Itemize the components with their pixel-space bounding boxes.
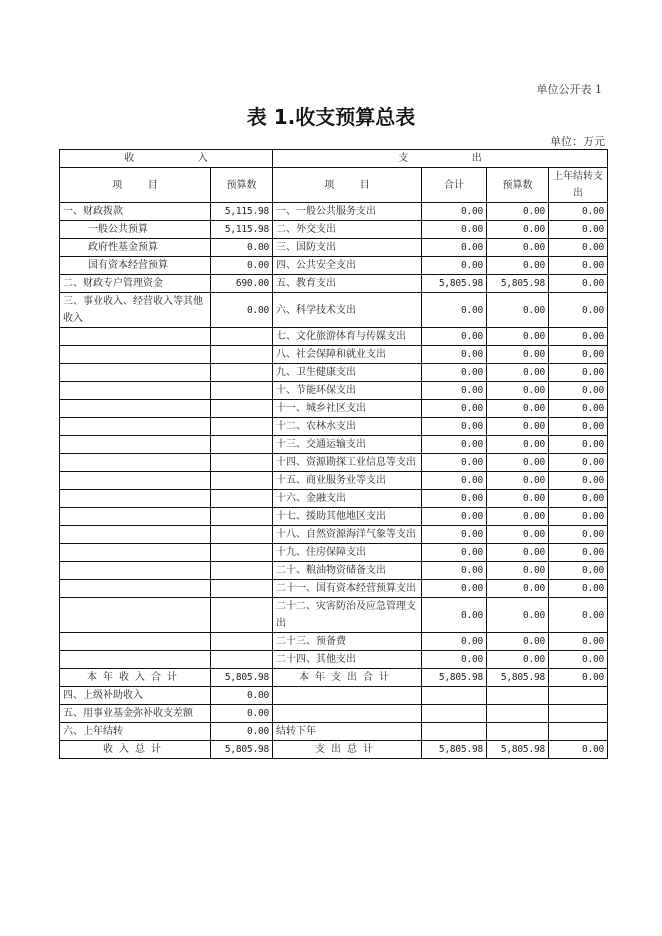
- table-row: [60, 580, 608, 598]
- table-row: [60, 472, 608, 490]
- income-item-cell: 收入总计: [60, 741, 211, 759]
- table-row: [60, 508, 608, 526]
- expense-item-cell: 二十四、其他支出: [273, 651, 422, 669]
- table-row: [60, 382, 608, 400]
- expense-total-cell: 0.00: [422, 328, 487, 346]
- income-item-cell: [60, 400, 211, 418]
- expense-budget-cell: 0.00: [487, 651, 549, 669]
- table-row: [60, 293, 608, 328]
- income-budget-header: 预算数: [211, 168, 273, 203]
- expense-carryover-cell: 0.00: [549, 526, 608, 544]
- expense-total-cell: 5,805.98: [422, 741, 487, 759]
- expense-total-cell: 0.00: [422, 562, 487, 580]
- table-row: [60, 364, 608, 382]
- income-budget-cell: 5,805.98: [211, 669, 273, 687]
- income-item-cell: 政府性基金预算: [60, 239, 211, 257]
- expense-budget-cell: 0.00: [487, 490, 549, 508]
- expense-item-cell: 五、教育支出: [273, 275, 422, 293]
- expense-total-cell: 0.00: [422, 598, 487, 633]
- expense-item-cell: 本年支出合计: [273, 669, 422, 687]
- page-title: 表 1.收支预算总表: [246, 105, 416, 129]
- expense-carryover-cell: 0.00: [549, 508, 608, 526]
- expense-carryover-cell: 0.00: [549, 490, 608, 508]
- expense-budget-cell: 0.00: [487, 633, 549, 651]
- table-row: [60, 633, 608, 651]
- header-row-columns: [60, 168, 608, 203]
- table-row: [60, 598, 608, 633]
- expense-total-cell: 0.00: [422, 364, 487, 382]
- table-row: [60, 741, 608, 759]
- income-item-cell: 四、上级补助收入: [60, 687, 211, 705]
- income-budget-cell: [211, 598, 273, 633]
- expense-carryover-cell: 0.00: [549, 328, 608, 346]
- income-item-cell: 本年收入合计: [60, 669, 211, 687]
- expense-budget-cell: 0.00: [487, 418, 549, 436]
- expense-item-cell: 结转下年: [273, 723, 422, 741]
- income-item-cell: 一、财政拨款: [60, 203, 211, 221]
- income-budget-cell: 0.00: [211, 723, 273, 741]
- expense-total-cell: 0.00: [422, 239, 487, 257]
- expense-budget-cell: 0.00: [487, 598, 549, 633]
- expense-total-cell: [422, 723, 487, 741]
- expense-item-cell: 十八、自然资源海洋气象等支出: [273, 526, 422, 544]
- income-budget-cell: 0.00: [211, 257, 273, 275]
- table-row: [60, 669, 608, 687]
- expense-carryover-cell: 0.00: [549, 436, 608, 454]
- expense-budget-cell: 0.00: [487, 526, 549, 544]
- expense-carryover-cell: 0.00: [549, 400, 608, 418]
- income-budget-cell: 5,115.98: [211, 203, 273, 221]
- expense-item-cell: 十九、住房保障支出: [273, 544, 422, 562]
- expense-total-cell: 0.00: [422, 382, 487, 400]
- expense-carryover-cell: 0.00: [549, 418, 608, 436]
- table-row: [60, 436, 608, 454]
- income-budget-cell: 0.00: [211, 705, 273, 723]
- table-row: [60, 239, 608, 257]
- form-number: 单位公开表 1: [536, 83, 602, 96]
- income-item-cell: [60, 526, 211, 544]
- expense-budget-cell: 0.00: [487, 472, 549, 490]
- table-row: [60, 275, 608, 293]
- table-row: [60, 454, 608, 472]
- expense-item-cell: [273, 687, 422, 705]
- expense-total-cell: 0.00: [422, 400, 487, 418]
- income-item-cell: [60, 544, 211, 562]
- income-item-cell: [60, 472, 211, 490]
- expense-carryover-cell: 0.00: [549, 580, 608, 598]
- income-budget-cell: [211, 346, 273, 364]
- expense-budget-cell: 0.00: [487, 580, 549, 598]
- income-item-cell: [60, 364, 211, 382]
- expense-total-cell: 0.00: [422, 508, 487, 526]
- income-budget-cell: [211, 418, 273, 436]
- expense-carryover-cell: 0.00: [549, 382, 608, 400]
- expense-carryover-cell: [549, 705, 608, 723]
- expense-total-cell: 0.00: [422, 203, 487, 221]
- expense-budget-cell: [487, 723, 549, 741]
- expense-budget-cell: 0.00: [487, 454, 549, 472]
- expense-item-cell: 六、科学技术支出: [273, 293, 422, 328]
- expense-carryover-header: 上年结转支出: [549, 168, 608, 203]
- expense-carryover-cell: 0.00: [549, 257, 608, 275]
- income-item-cell: 五、用事业基金弥补收支差额: [60, 705, 211, 723]
- income-budget-cell: [211, 508, 273, 526]
- expense-item-cell: 十四、资源勘探工业信息等支出: [273, 454, 422, 472]
- income-budget-cell: 0.00: [211, 687, 273, 705]
- income-item-cell: 一般公共预算: [60, 221, 211, 239]
- expense-carryover-cell: 0.00: [549, 346, 608, 364]
- income-budget-cell: 0.00: [211, 239, 273, 257]
- income-item-cell: [60, 508, 211, 526]
- income-budget-cell: 690.00: [211, 275, 273, 293]
- expense-budget-cell: 0.00: [487, 382, 549, 400]
- table-row: [60, 346, 608, 364]
- expense-budget-cell: 0.00: [487, 328, 549, 346]
- expense-budget-cell: [487, 687, 549, 705]
- expense-item-cell: 十、节能环保支出: [273, 382, 422, 400]
- expense-item-cell: 十六、金融支出: [273, 490, 422, 508]
- income-budget-cell: 5,115.98: [211, 221, 273, 239]
- expense-budget-cell: 0.00: [487, 239, 549, 257]
- income-item-cell: 三、事业收入、经营收入等其他收入: [60, 293, 211, 328]
- income-budget-cell: [211, 454, 273, 472]
- expense-total-cell: 0.00: [422, 544, 487, 562]
- income-budget-cell: [211, 472, 273, 490]
- expense-total-cell: 5,805.98: [422, 669, 487, 687]
- income-item-cell: [60, 418, 211, 436]
- expense-budget-cell: 0.00: [487, 257, 549, 275]
- income-budget-cell: [211, 400, 273, 418]
- table-row: [60, 257, 608, 275]
- expense-budget-cell: 0.00: [487, 436, 549, 454]
- expense-budget-cell: [487, 705, 549, 723]
- expense-carryover-cell: 0.00: [549, 598, 608, 633]
- income-budget-cell: [211, 382, 273, 400]
- expense-carryover-cell: 0.00: [549, 669, 608, 687]
- expense-item-cell: 九、卫生健康支出: [273, 364, 422, 382]
- expense-item-cell: 十二、农林水支出: [273, 418, 422, 436]
- expense-item-cell: 十一、城乡社区支出: [273, 400, 422, 418]
- expense-budget-header: 预算数: [487, 168, 549, 203]
- income-budget-cell: [211, 651, 273, 669]
- expense-budget-cell: 0.00: [487, 203, 549, 221]
- income-budget-cell: [211, 633, 273, 651]
- expense-total-header: 合计: [422, 168, 487, 203]
- expense-item-cell: 八、社会保障和就业支出: [273, 346, 422, 364]
- table-row: [60, 418, 608, 436]
- expense-carryover-cell: [549, 687, 608, 705]
- expense-group-header: 支 出: [273, 150, 608, 168]
- expense-item-cell: 十五、商业服务业等支出: [273, 472, 422, 490]
- table-row: [60, 400, 608, 418]
- expense-budget-cell: 0.00: [487, 508, 549, 526]
- expense-item-cell: 二十三、预备费: [273, 633, 422, 651]
- expense-carryover-cell: 0.00: [549, 239, 608, 257]
- income-item-cell: [60, 328, 211, 346]
- income-item-cell: [60, 346, 211, 364]
- table-row: [60, 526, 608, 544]
- expense-total-cell: 5,805.98: [422, 275, 487, 293]
- expense-budget-cell: 0.00: [487, 544, 549, 562]
- expense-carryover-cell: 0.00: [549, 275, 608, 293]
- table-row: [60, 687, 608, 705]
- budget-summary-table: [59, 149, 608, 759]
- income-budget-cell: [211, 328, 273, 346]
- expense-total-cell: 0.00: [422, 454, 487, 472]
- income-budget-cell: [211, 526, 273, 544]
- expense-carryover-cell: 0.00: [549, 293, 608, 328]
- expense-carryover-cell: 0.00: [549, 221, 608, 239]
- expense-item-cell: 二十一、国有资本经营预算支出: [273, 580, 422, 598]
- table-row: [60, 562, 608, 580]
- expense-carryover-cell: 0.00: [549, 651, 608, 669]
- expense-item-cell: 二十、粮油物资储备支出: [273, 562, 422, 580]
- income-budget-cell: 5,805.98: [211, 741, 273, 759]
- expense-carryover-cell: 0.00: [549, 203, 608, 221]
- expense-total-cell: 0.00: [422, 257, 487, 275]
- expense-item-header: 项 目: [273, 168, 422, 203]
- expense-item-cell: 支出总计: [273, 741, 422, 759]
- expense-carryover-cell: 0.00: [549, 364, 608, 382]
- expense-budget-cell: 0.00: [487, 346, 549, 364]
- income-budget-cell: [211, 580, 273, 598]
- table-row: [60, 490, 608, 508]
- expense-carryover-cell: 0.00: [549, 741, 608, 759]
- income-item-cell: [60, 436, 211, 454]
- expense-item-cell: 十七、援助其他地区支出: [273, 508, 422, 526]
- expense-budget-cell: 0.00: [487, 562, 549, 580]
- income-item-cell: [60, 580, 211, 598]
- income-item-header: 项 目: [60, 168, 211, 203]
- expense-carryover-cell: 0.00: [549, 562, 608, 580]
- table-row: [60, 723, 608, 741]
- income-item-cell: [60, 598, 211, 633]
- expense-total-cell: 0.00: [422, 346, 487, 364]
- expense-total-cell: 0.00: [422, 221, 487, 239]
- income-item-cell: [60, 562, 211, 580]
- expense-total-cell: 0.00: [422, 436, 487, 454]
- income-item-cell: 国有资本经营预算: [60, 257, 211, 275]
- expense-total-cell: 0.00: [422, 490, 487, 508]
- income-item-cell: 六、上年结转: [60, 723, 211, 741]
- expense-item-cell: 二十二、灾害防治及应急管理支出: [273, 598, 422, 633]
- expense-budget-cell: 5,805.98: [487, 741, 549, 759]
- expense-budget-cell: 0.00: [487, 293, 549, 328]
- expense-item-cell: 二、外交支出: [273, 221, 422, 239]
- expense-carryover-cell: 0.00: [549, 454, 608, 472]
- table-row: [60, 651, 608, 669]
- expense-total-cell: 0.00: [422, 472, 487, 490]
- expense-item-cell: 七、文化旅游体育与传媒支出: [273, 328, 422, 346]
- table-row: [60, 544, 608, 562]
- expense-budget-cell: 5,805.98: [487, 669, 549, 687]
- table-row: [60, 221, 608, 239]
- expense-total-cell: 0.00: [422, 651, 487, 669]
- table-row: [60, 705, 608, 723]
- expense-total-cell: 0.00: [422, 293, 487, 328]
- income-item-cell: [60, 454, 211, 472]
- expense-total-cell: [422, 687, 487, 705]
- income-budget-cell: [211, 490, 273, 508]
- unit-label: 单位：万元: [550, 135, 605, 148]
- income-budget-cell: [211, 544, 273, 562]
- expense-budget-cell: 0.00: [487, 400, 549, 418]
- expense-item-cell: 三、国防支出: [273, 239, 422, 257]
- expense-carryover-cell: [549, 723, 608, 741]
- expense-budget-cell: 5,805.98: [487, 275, 549, 293]
- expense-total-cell: 0.00: [422, 580, 487, 598]
- expense-budget-cell: 0.00: [487, 364, 549, 382]
- income-group-header: 收 入: [60, 150, 273, 168]
- income-budget-cell: [211, 436, 273, 454]
- income-item-cell: [60, 633, 211, 651]
- expense-item-cell: 四、公共安全支出: [273, 257, 422, 275]
- income-budget-cell: [211, 562, 273, 580]
- expense-budget-cell: 0.00: [487, 221, 549, 239]
- income-item-cell: [60, 651, 211, 669]
- expense-carryover-cell: 0.00: [549, 472, 608, 490]
- income-item-cell: [60, 382, 211, 400]
- expense-total-cell: 0.00: [422, 633, 487, 651]
- income-budget-cell: [211, 364, 273, 382]
- income-budget-cell: 0.00: [211, 293, 273, 328]
- expense-total-cell: 0.00: [422, 526, 487, 544]
- expense-item-cell: 一、一般公共服务支出: [273, 203, 422, 221]
- expense-item-cell: [273, 705, 422, 723]
- expense-total-cell: 0.00: [422, 418, 487, 436]
- expense-carryover-cell: 0.00: [549, 544, 608, 562]
- table-row: [60, 203, 608, 221]
- header-row-group: [60, 150, 608, 168]
- expense-total-cell: [422, 705, 487, 723]
- income-item-cell: [60, 490, 211, 508]
- expense-item-cell: 十三、交通运输支出: [273, 436, 422, 454]
- income-item-cell: 二、财政专户管理资金: [60, 275, 211, 293]
- table-row: [60, 328, 608, 346]
- expense-carryover-cell: 0.00: [549, 633, 608, 651]
